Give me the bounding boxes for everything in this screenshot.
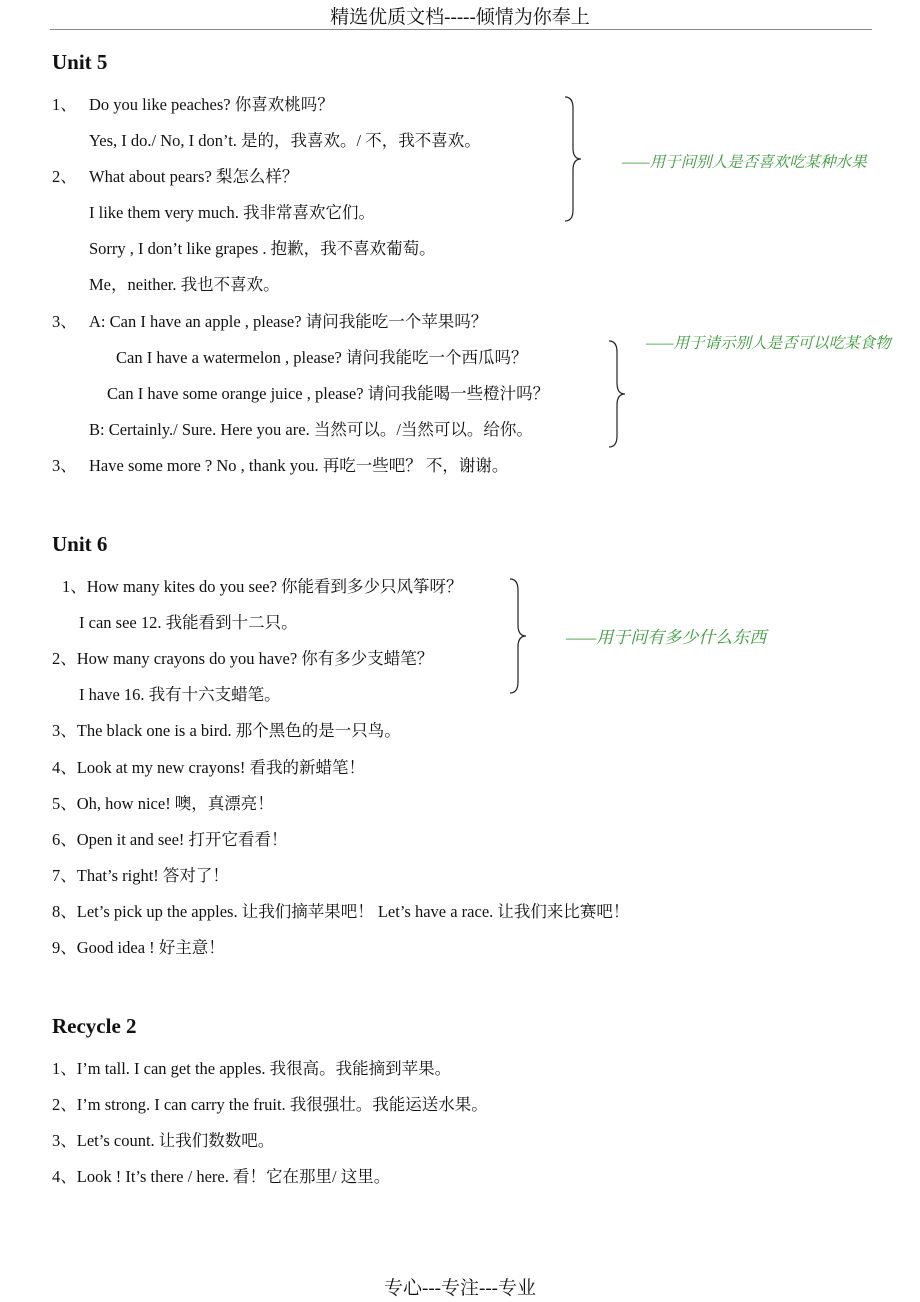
recycle2-line-1: 1、I’m tall. I can get the apples. 我很高。我能摘到苹果。: [52, 1059, 452, 1078]
unit5-line-9: Can I have some orange juice , please? 请问我能喝一些橙汁吗？: [107, 384, 550, 403]
unit6-title: Unit 6: [52, 532, 108, 556]
note-unit5-request: ——用于请示别人是否可以吃某食物: [646, 335, 891, 352]
unit5-line-1: Do you like peaches? 你喜欢桃吗？: [89, 95, 334, 114]
unit5-line-3-num: 2、: [52, 167, 77, 186]
unit5-line-11: Have some more ? No , thank you. 再吃一些吧？ 不，谢谢。: [89, 456, 509, 475]
unit5-line-7: A: Can I have an apple , please? 请问我能吃一个苹果吗？: [89, 312, 488, 331]
brace-unit5-like: [563, 96, 583, 222]
header-rule: [50, 29, 872, 30]
page-header: 精选优质文档-----倾情为你奉上: [330, 7, 590, 28]
unit6-line-5: 3、The black one is a bird. 那个黑色的是一只鸟。: [52, 721, 401, 740]
unit5-line-6: Me，neither. 我也不喜欢。: [89, 275, 280, 294]
note-unit6-howmany: ——用于问有多少什么东西: [566, 628, 767, 647]
unit5-line-11-num: 3、: [52, 456, 77, 475]
unit5-line-5: Sorry , I don’t like grapes . 抱歉，我不喜欢葡萄。: [89, 239, 436, 258]
unit6-line-6: 4、Look at my new crayons! 看我的新蜡笔！: [52, 758, 365, 777]
recycle2-line-3: 3、Let’s count. 让我们数数吧。: [52, 1131, 275, 1150]
recycle2-line-4: 4、Look ! It’s there / here. 看！它在那里/ 这里。: [52, 1167, 391, 1186]
unit6-line-7: 5、Oh, how nice! 噢，真漂亮！: [52, 794, 274, 813]
recycle2-line-2: 2、I’m strong. I can carry the fruit. 我很强壮。我能运送水果。: [52, 1095, 488, 1114]
unit5-line-2: Yes, I do./ No, I don’t. 是的，我喜欢。/ 不，我不喜欢。: [89, 131, 481, 150]
brace-unit6-howmany: [508, 578, 528, 694]
unit6-line-11: 9、Good idea ! 好主意！: [52, 938, 225, 957]
unit6-line-3: 2、How many crayons do you have? 你有多少支蜡笔？: [52, 649, 434, 668]
unit5-line-7-num: 3、: [52, 312, 77, 331]
unit5-line-4: I like them very much. 我非常喜欢它们。: [89, 203, 375, 222]
unit6-line-4: I have 16. 我有十六支蜡笔。: [79, 685, 281, 704]
unit5-line-3: What about pears? 梨怎么样？: [89, 167, 299, 186]
unit5-line-8: Can I have a watermelon , please? 请问我能吃一个西瓜吗？: [116, 348, 528, 367]
note-unit5-like: ——用于问别人是否喜欢吃某种水果: [622, 154, 867, 171]
unit6-line-1: 1、How many kites do you see? 你能看到多少只风筝呀？: [62, 577, 463, 596]
unit5-line-10: B: Certainly./ Sure. Here you are. 当然可以。/当然可以。给你。: [89, 420, 533, 439]
unit6-line-9: 7、That’s right! 答对了！: [52, 866, 229, 885]
unit5-line-1-num: 1、: [52, 95, 77, 114]
page-footer: 专心---专注---专业: [384, 1278, 536, 1299]
unit5-title: Unit 5: [52, 50, 108, 74]
recycle2-title: Recycle 2: [52, 1014, 137, 1038]
unit6-line-8: 6、Open it and see! 打开它看看！: [52, 830, 288, 849]
unit6-line-2: I can see 12. 我能看到十二只。: [79, 613, 298, 632]
brace-unit5-request: [607, 340, 627, 448]
unit6-line-10: 8、Let’s pick up the apples. 让我们摘苹果吧！ Let’s have a race. 让我们来比赛吧！: [52, 902, 630, 921]
